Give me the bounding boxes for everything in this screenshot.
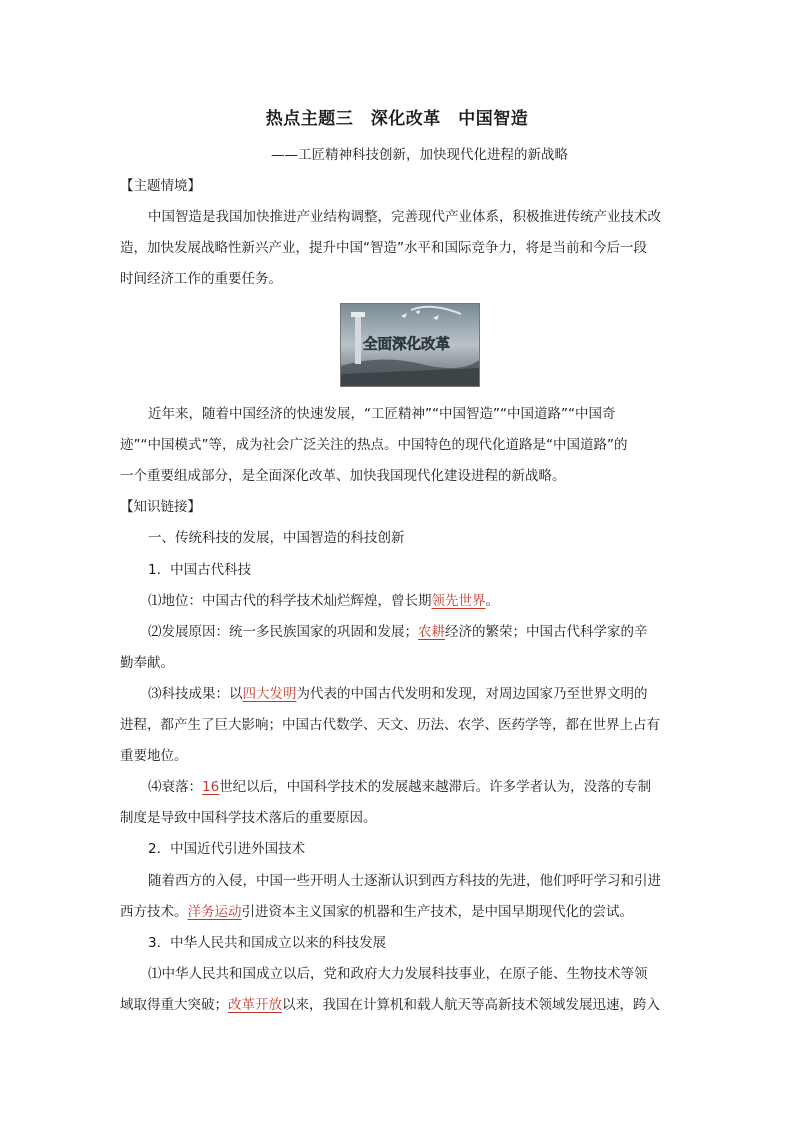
highlight-answer: 洋务运动: [187, 904, 242, 920]
page-subtitle: ——工匠精神科技创新，加快现代化进程的新战略: [271, 147, 568, 163]
knowledge-item-achievements: [148, 684, 676, 704]
knowledge-item-achievements-cont-1: 进程，都产生了巨大影响；中国古代数学、天文、历法、农学、医药学等，都在世界上占有: [120, 717, 660, 733]
modern-tech-line-1: 随着西方的入侵，中国一些开明人士逐渐认识到西方科技的先进，他们呼吁学习和引进: [148, 873, 661, 889]
item-text: ⑷衰落：: [148, 779, 202, 795]
banner-graphic: [341, 304, 479, 386]
item-text: ⑵发展原因：统一多民族国家的巩固和发展；: [148, 624, 418, 640]
banner-text: 全面深化改革: [363, 337, 450, 353]
para2-line-3: 一个重要组成部分，是全面深化改革、加快我国现代化建设进程的新战略。: [120, 468, 566, 484]
item-text: 引进资本主义国家的机器和生产技术，是中国早期现代化的尝试。: [241, 904, 633, 920]
highlight-answer: 农耕: [418, 624, 445, 640]
knowledge-item-achievements-cont-2: 重要地位。: [120, 748, 188, 764]
item-text: 经济的繁荣；中国古代科学家的辛: [445, 624, 648, 640]
prc-tech-line-2: [120, 995, 676, 1015]
knowledge-item-reasons-cont: 勤奉献。: [120, 655, 174, 671]
intro-line-1: 中国智造是我国加快推进产业结构调整，完善现代产业体系，积极推进传统产业技术改: [148, 209, 661, 225]
prc-tech-line-1: ⑴中华人民共和国成立以后，党和政府大力发展科技事业，在原子能、生物技术等领: [148, 966, 648, 982]
modern-tech-line-2: [120, 902, 676, 922]
knowledge-subheading-2: 2．中国近代引进外国技术: [148, 841, 306, 857]
knowledge-item-status: [148, 591, 676, 611]
item-text: ⑶科技成果：以: [148, 686, 243, 702]
knowledge-heading-1: 一、传统科技的发展，中国智造的科技创新: [148, 530, 405, 546]
intro-line-2: 造，加快发展战略性新兴产业，提升中国“智造”水平和国际竞争力，将是当前和今后一段: [120, 240, 647, 256]
highlight-answer: 四大发明: [242, 686, 297, 702]
knowledge-item-reasons: [148, 622, 676, 642]
item-text: 以来，我国在计算机和载人航天等高新技术领域发展迅速，跨入: [282, 997, 660, 1013]
item-text: ⑴地位：中国古代的科学技术灿烂辉煌，曾长期: [148, 593, 432, 609]
item-text: 。: [485, 593, 499, 609]
item-text: 为代表的中国古代发明和发现，对周边国家乃至世界文明的: [296, 686, 648, 702]
highlight-answer: 改革开放: [228, 997, 282, 1013]
intro-line-3: 时间经济工作的重要任务。: [120, 271, 282, 287]
para2-line-1: 近年来，随着中国经济的快速发展，“工匠精神”“中国智造”“中国道路”“中国奇: [148, 406, 616, 422]
knowledge-item-decline: [148, 777, 676, 797]
item-text: 域取得重大突破；: [120, 997, 228, 1013]
para2-line-2: 迹”“中国模式”等，成为社会广泛关注的热点。中国特色的现代化道路是“中国道路”的: [120, 437, 628, 453]
section-heading-knowledge: 【知识链接】: [120, 499, 201, 515]
reform-banner-image: [340, 303, 480, 387]
knowledge-subheading-3: 3．中华人民共和国成立以来的科技发展: [148, 935, 387, 951]
highlight-answer: 领先世界: [431, 593, 486, 609]
highlight-answer: 16: [202, 779, 220, 795]
section-heading-theme: 【主题情境】: [120, 178, 201, 194]
knowledge-item-decline-cont: 制度是导致中国科学技术落后的重要原因。: [120, 810, 377, 826]
page-title: 热点主题三 深化改革 中国智造: [265, 109, 529, 129]
item-text: 西方技术。: [120, 904, 188, 920]
knowledge-subheading-1: 1．中国古代科技: [148, 562, 252, 578]
item-text: 世纪以后，中国科学技术的发展越来越滞后。许多学者认为，没落的专制: [219, 779, 652, 795]
